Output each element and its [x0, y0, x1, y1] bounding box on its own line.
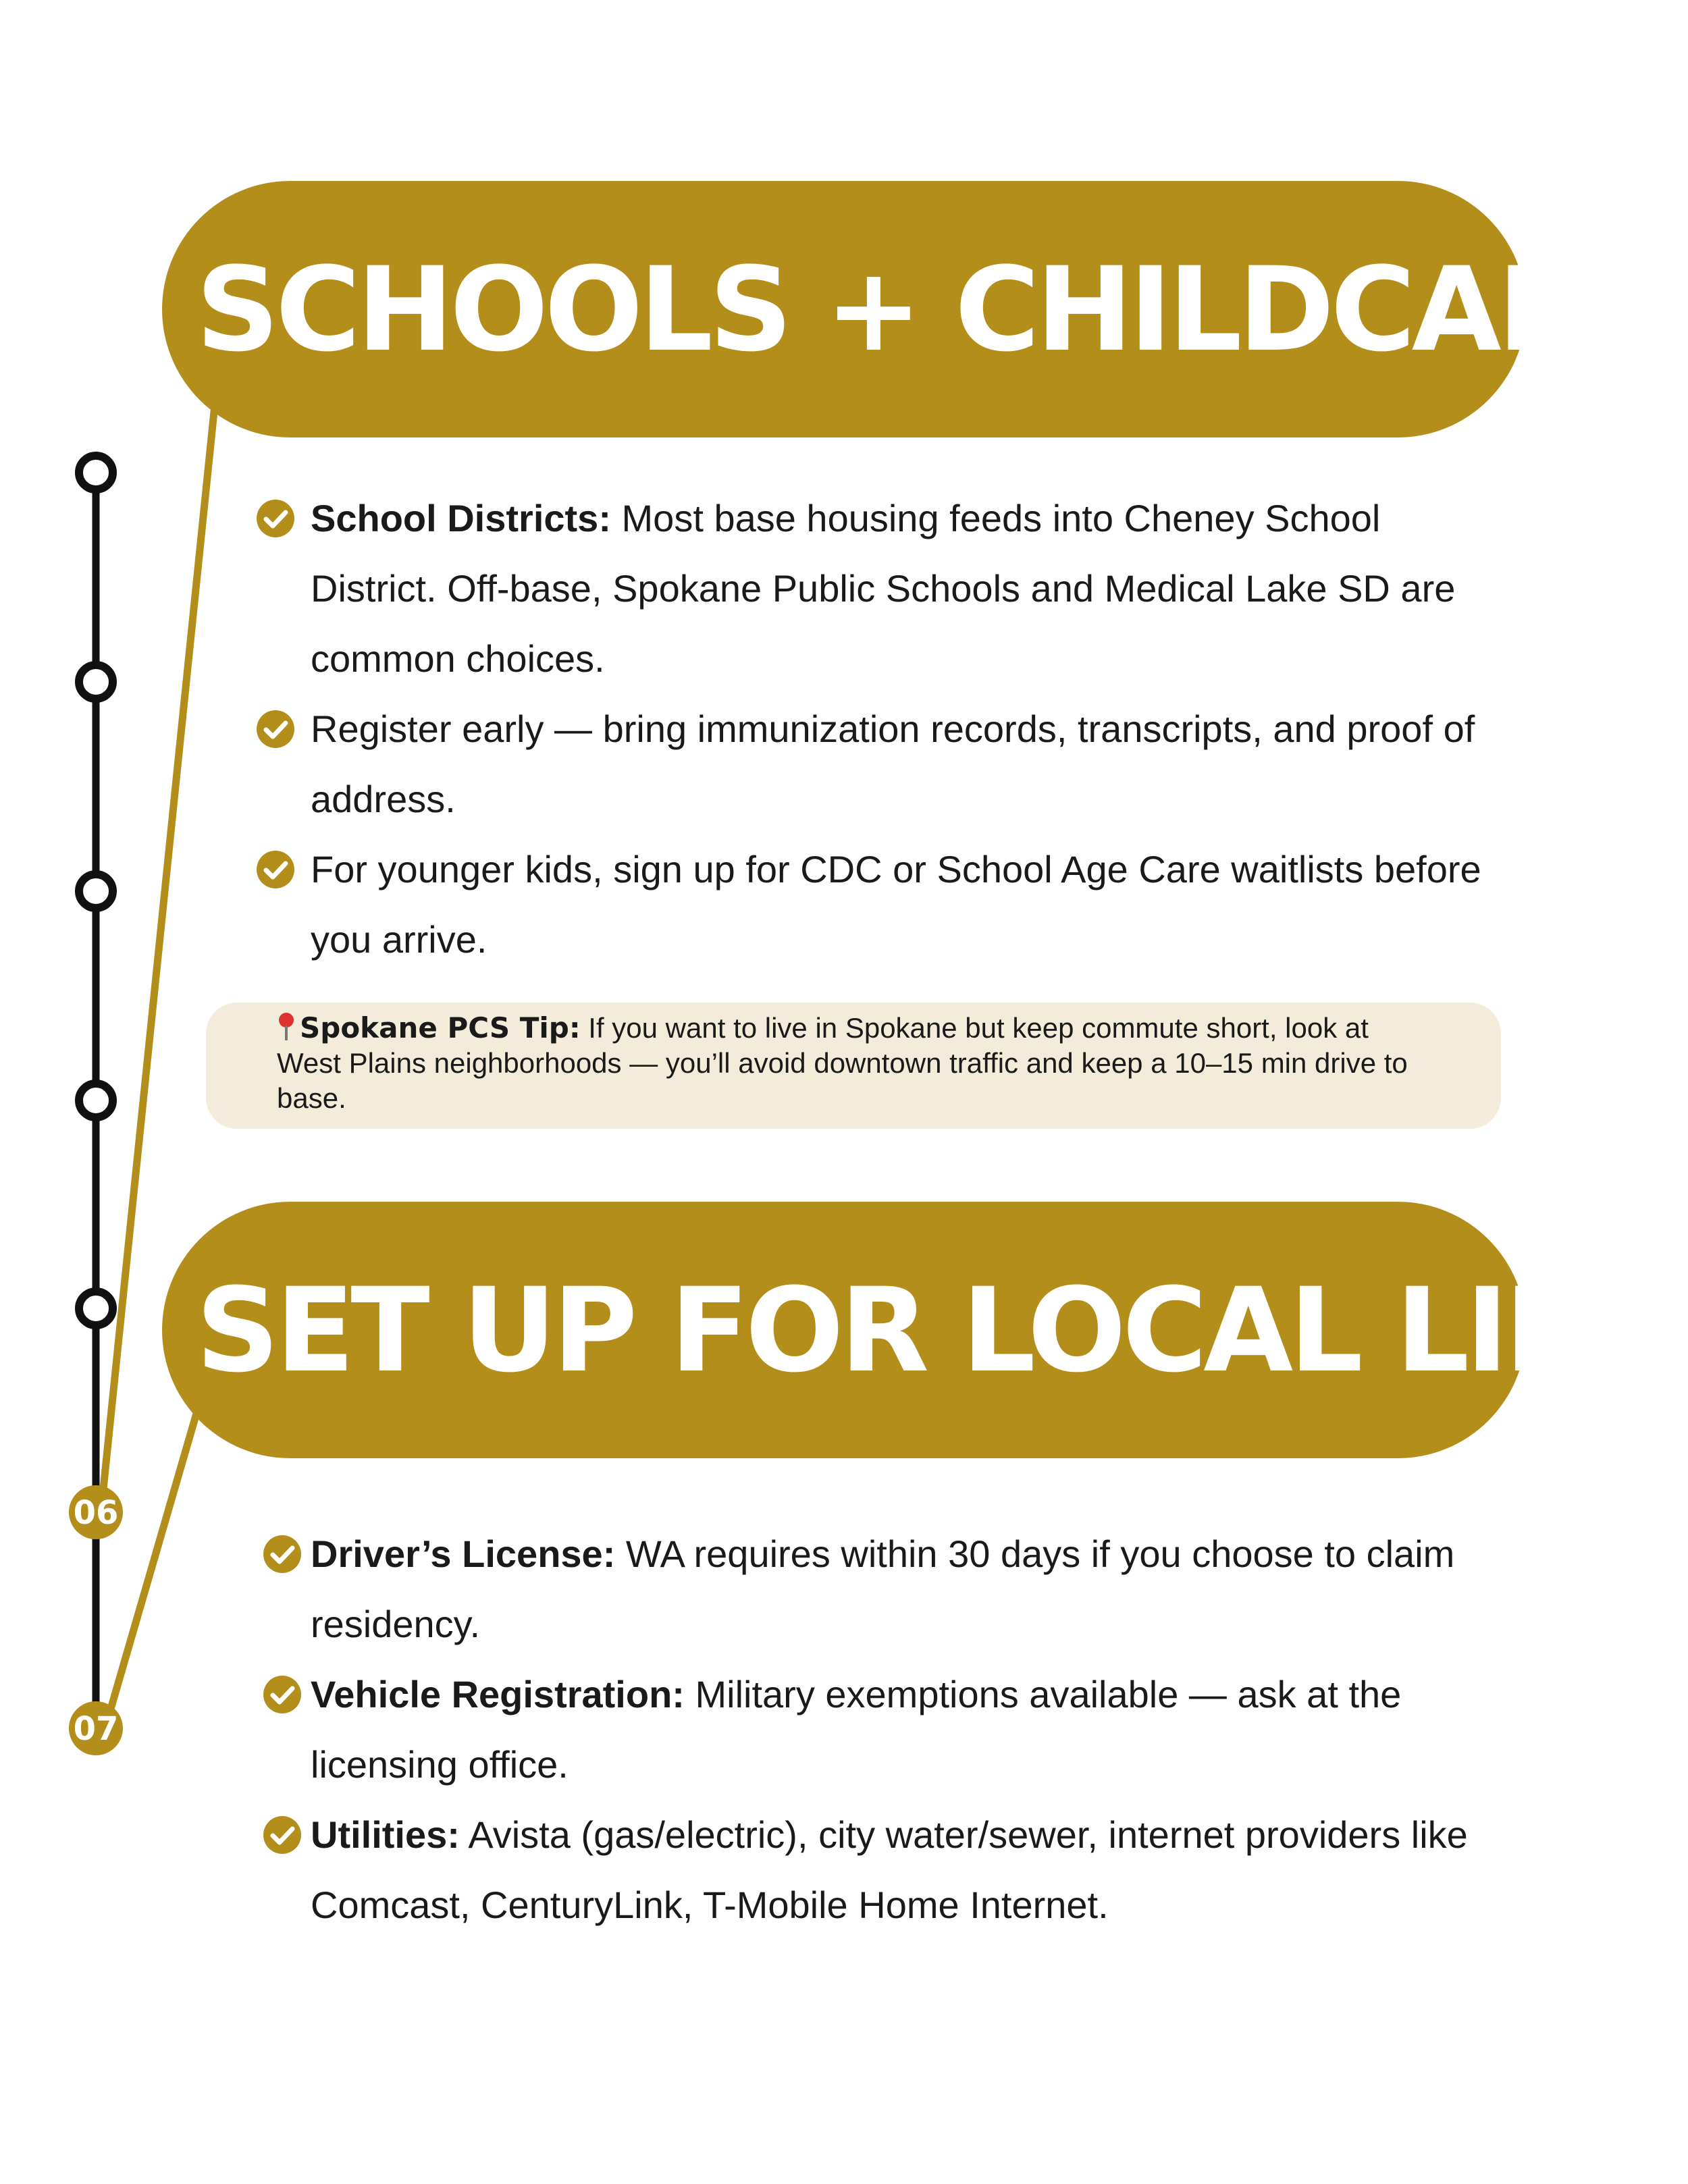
tip-text: If you want to live in Spokane but keep commute short, look at West Plains neighborhoods — you’ll avoid downtown traffic and keep a 10–15 min drive to base.: [277, 1012, 1408, 1114]
item-label: Utilities:: [311, 1813, 460, 1856]
pcs-tip-box: [206, 1003, 1501, 1129]
item-label: Vehicle Registration:: [311, 1673, 685, 1715]
check-circle-icon: [262, 1674, 302, 1715]
marker-07-label: 07: [73, 1710, 119, 1748]
timeline-node: [79, 1084, 113, 1117]
check-circle-icon: [255, 709, 296, 749]
item-text: Register early — bring immunization records, transcripts, and proof of address.: [311, 708, 1475, 820]
item-text: Military exemptions available — ask at the licensing office.: [311, 1673, 1402, 1786]
local-heading: SET UP FOR LOCAL LIFE: [196, 1262, 1656, 1398]
pin-icon: [277, 1012, 296, 1040]
local-list: [262, 1519, 1518, 1940]
check-circle-icon: [262, 1815, 302, 1855]
check-circle-icon: [262, 1534, 302, 1574]
list-item: [255, 483, 1511, 694]
timeline-node: [79, 1291, 113, 1325]
list-item: [262, 1519, 1518, 1659]
schools-heading-pill: [162, 181, 1658, 437]
list-item: [255, 834, 1511, 975]
check-circle-icon: [255, 498, 296, 539]
check-circle-icon: [255, 849, 296, 890]
schools-heading: SCHOOLS + CHILDCARE: [196, 241, 1658, 377]
timeline-node: [79, 456, 113, 489]
list-item: [255, 694, 1511, 834]
list-item: [262, 1659, 1518, 1800]
local-heading-pill: [162, 1202, 1656, 1458]
item-label: Driver’s License:: [311, 1533, 616, 1575]
item-text: For younger kids, sign up for CDC or School Age Care waitlists before you arrive.: [311, 848, 1481, 961]
item-text: Avista (gas/electric), city water/sewer, internet providers like Comcast, CenturyLink, T-Mobile Home Internet.: [311, 1813, 1468, 1926]
list-item: [262, 1800, 1518, 1940]
timeline-node: [79, 874, 113, 908]
tip-label: Spokane PCS Tip:: [300, 1011, 581, 1044]
schools-list: [255, 483, 1511, 975]
timeline-node: [79, 665, 113, 699]
item-label: School Districts:: [311, 497, 611, 539]
item-text: Most base housing feeds into Cheney School District. Off-base, Spokane Public Schools and Medical Lake SD are common choices.: [311, 497, 1456, 680]
connector-line-07: [108, 1411, 197, 1718]
marker-06-label: 06: [73, 1494, 119, 1532]
item-text: WA requires within 30 days if you choose to claim residency.: [311, 1533, 1455, 1645]
